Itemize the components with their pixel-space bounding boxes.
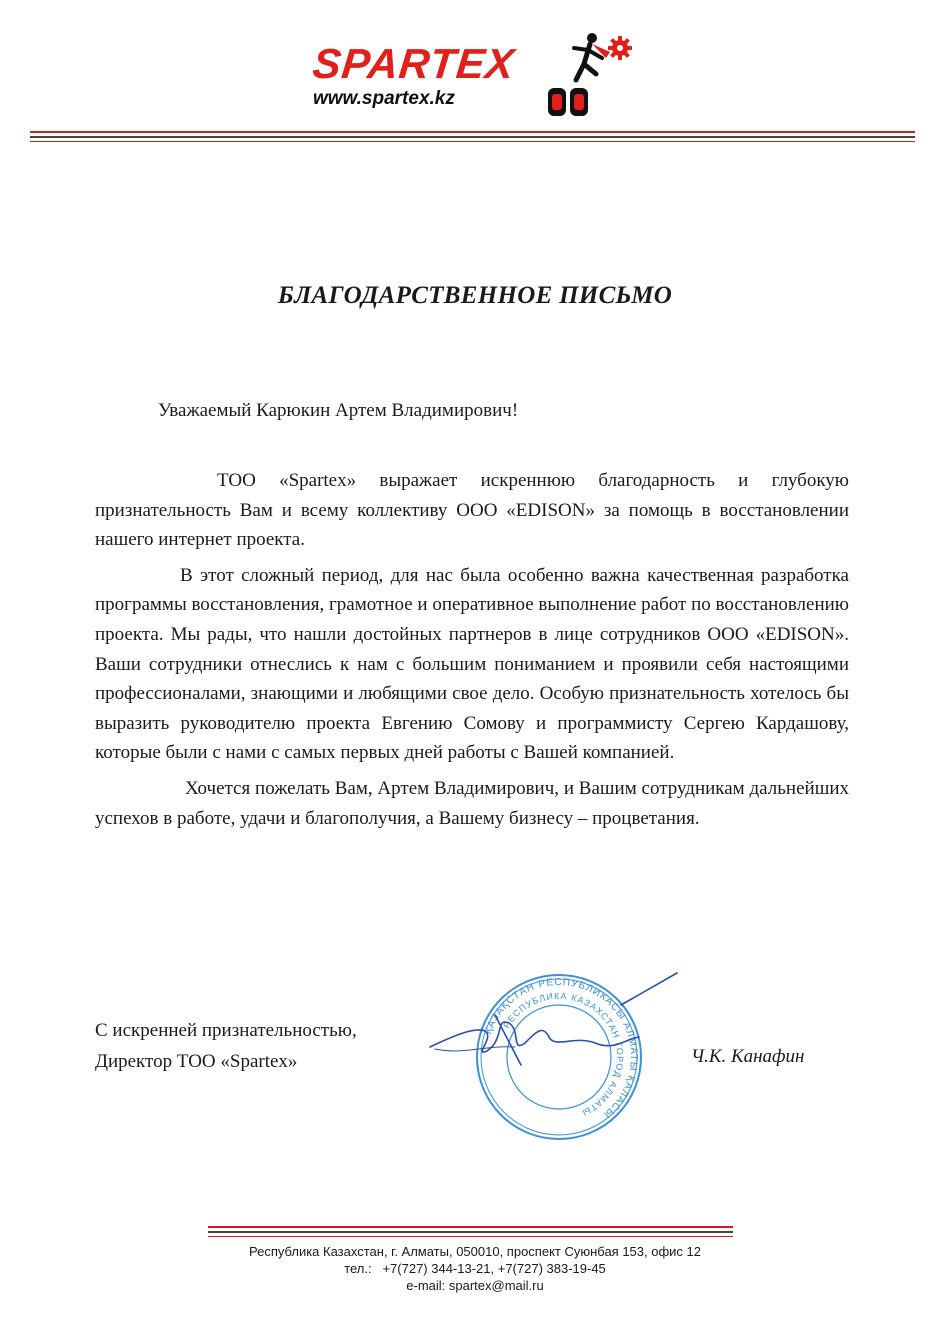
company-logo bbox=[305, 30, 645, 125]
letter-greeting: Уважаемый Карюкин Артем Владимирович! bbox=[158, 400, 519, 421]
body-paragraph: В этот сложный период, для нас была особенно важна качественная разработка программы восстановления, грамотное и оперативное выполнение работ по восстановлению проекта. Мы рады, что нашли достойных партнеров в лице сотрудников ООО «EDISON». Ваши сотрудники отнеслись к нам с большим пониманием и проявили себя настоящими профессионалами, знающими и любящими свое дело. Особую признательность хотелось бы выразить руководителю проекта Евгению Сомову и программисту Сергею Кардашову, которые были с нами с самых первых дней работы с Вашей компанией. bbox=[95, 564, 849, 764]
svg-text:РЕСПУБЛИКА КАЗАХСТАН ГОРОД АЛМ bbox=[501, 991, 625, 1118]
seal-inner-ring-text: РЕСПУБЛИКА КАЗАХСТАН ГОРОД АЛМАТЫ bbox=[501, 990, 626, 1119]
footer-contacts bbox=[0, 1243, 950, 1294]
header-divider bbox=[30, 131, 915, 142]
letter-closing bbox=[95, 1015, 357, 1077]
logo-wordmark: SPARTEX bbox=[310, 40, 518, 87]
signer-title: Директор ТОО «Spartex» bbox=[95, 1051, 298, 1072]
footer-address: Республика Казахстан, г. Алматы, 050010, проспект Суюнбая 153, офис 12 bbox=[248, 1244, 701, 1259]
footer-email: e-mail: spartex@mail.ru bbox=[406, 1278, 544, 1293]
footer-divider bbox=[208, 1226, 733, 1237]
company-seal bbox=[425, 965, 695, 1145]
closing-phrase: С искренней признательностью, bbox=[95, 1020, 357, 1041]
logo-website: www.spartex.kz bbox=[313, 88, 455, 109]
footer-phones: тел.: +7(727) 344-13-21, +7(727) 383-19-45 bbox=[344, 1261, 606, 1276]
signatory-name: Ч.К. Канафин bbox=[691, 1046, 805, 1067]
letter-title: БЛАГОДАРСТВЕННОЕ ПИСЬМО bbox=[277, 282, 673, 309]
body-paragraph: ТОО «Spartex» выражает искреннюю благодарность и глубокую признательность Вам и всему коллективу ООО «EDISON» за помощь в восстановлении нашего интернет проекта. bbox=[95, 470, 849, 551]
runner-wheels-icon bbox=[540, 30, 640, 120]
letter-body bbox=[95, 466, 849, 839]
body-paragraph: Хочется пожелать Вам, Артем Владимирович, и Вашим сотрудникам дальнейших успехов в работе, удачи и благополучия, а Вашему бизнесу – процветания. bbox=[95, 777, 849, 829]
seal-outer-ring-text: ҚАЗАҚСТАН РЕСПУБЛИКАСЫ АЛМАТЫ ҚАЛАСЫ bbox=[482, 976, 640, 1121]
